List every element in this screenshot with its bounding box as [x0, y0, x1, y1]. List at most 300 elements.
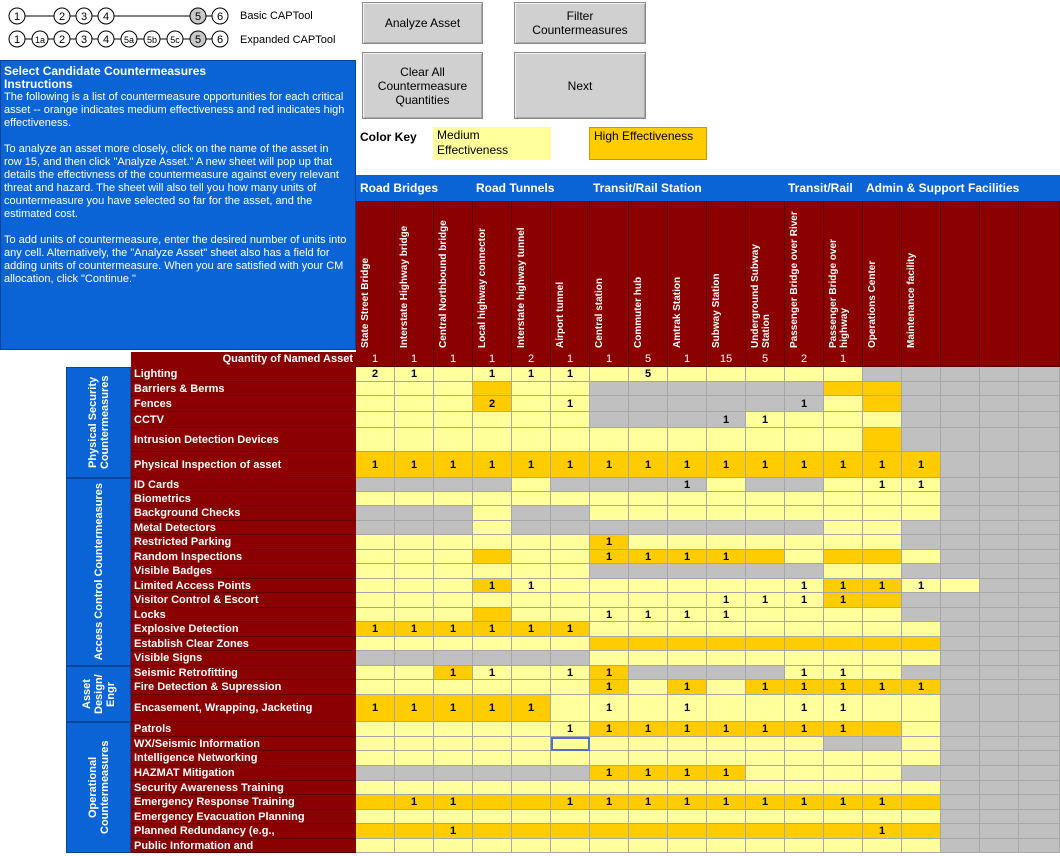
countermeasure-quantity-cell[interactable]	[629, 695, 668, 722]
asset-quantity-cell[interactable]: 1	[434, 352, 473, 367]
asset-header[interactable]	[473, 201, 512, 352]
countermeasure-quantity-cell[interactable]	[707, 637, 746, 651]
countermeasure-quantity-cell[interactable]	[707, 651, 746, 666]
countermeasure-quantity-cell[interactable]	[356, 608, 395, 622]
countermeasure-quantity-cell[interactable]	[395, 766, 434, 781]
countermeasure-quantity-cell[interactable]	[629, 521, 668, 535]
countermeasure-quantity-cell[interactable]	[863, 492, 902, 506]
countermeasure-quantity-cell[interactable]	[707, 680, 746, 695]
countermeasure-quantity-cell[interactable]	[785, 608, 824, 622]
countermeasure-quantity-cell[interactable]: 1	[590, 608, 629, 622]
countermeasure-quantity-cell[interactable]	[395, 637, 434, 651]
countermeasure-quantity-cell[interactable]	[980, 751, 1019, 766]
countermeasure-quantity-cell[interactable]	[863, 535, 902, 550]
countermeasure-quantity-cell[interactable]	[512, 593, 551, 608]
asset-header[interactable]	[980, 201, 1019, 352]
countermeasure-quantity-cell[interactable]: 1	[512, 622, 551, 637]
countermeasure-quantity-cell[interactable]: 1	[551, 666, 590, 680]
countermeasure-quantity-cell[interactable]	[668, 382, 707, 396]
countermeasure-quantity-cell[interactable]	[395, 521, 434, 535]
countermeasure-quantity-cell[interactable]	[395, 550, 434, 564]
countermeasure-quantity-cell[interactable]	[512, 521, 551, 535]
countermeasure-quantity-cell[interactable]: 1	[668, 766, 707, 781]
countermeasure-quantity-cell[interactable]	[941, 810, 980, 824]
countermeasure-quantity-cell[interactable]	[863, 593, 902, 608]
asset-header[interactable]	[785, 201, 824, 352]
countermeasure-quantity-cell[interactable]: 1	[434, 695, 473, 722]
countermeasure-quantity-cell[interactable]: 1	[590, 695, 629, 722]
countermeasure-quantity-cell[interactable]	[941, 737, 980, 751]
countermeasure-quantity-cell[interactable]	[551, 579, 590, 593]
countermeasure-quantity-cell[interactable]	[473, 382, 512, 396]
countermeasure-quantity-cell[interactable]: 1	[551, 396, 590, 412]
countermeasure-quantity-cell[interactable]	[941, 535, 980, 550]
countermeasure-quantity-cell[interactable]	[746, 396, 785, 412]
countermeasure-quantity-cell[interactable]	[512, 839, 551, 853]
countermeasure-quantity-cell[interactable]	[629, 579, 668, 593]
countermeasure-quantity-cell[interactable]	[512, 564, 551, 579]
countermeasure-quantity-cell[interactable]	[551, 521, 590, 535]
countermeasure-quantity-cell[interactable]	[629, 428, 668, 452]
countermeasure-quantity-cell[interactable]	[512, 795, 551, 810]
countermeasure-quantity-cell[interactable]	[512, 396, 551, 412]
countermeasure-quantity-cell[interactable]	[551, 492, 590, 506]
countermeasure-quantity-cell[interactable]	[590, 637, 629, 651]
countermeasure-quantity-cell[interactable]	[785, 839, 824, 853]
countermeasure-quantity-cell[interactable]	[590, 367, 629, 382]
countermeasure-quantity-cell[interactable]	[902, 428, 941, 452]
countermeasure-quantity-cell[interactable]	[512, 550, 551, 564]
countermeasure-quantity-cell[interactable]	[434, 506, 473, 521]
countermeasure-quantity-cell[interactable]	[668, 666, 707, 680]
countermeasure-quantity-cell[interactable]: 1	[473, 695, 512, 722]
countermeasure-quantity-cell[interactable]	[1019, 651, 1060, 666]
countermeasure-quantity-cell[interactable]	[785, 766, 824, 781]
countermeasure-quantity-cell[interactable]	[902, 608, 941, 622]
countermeasure-quantity-cell[interactable]	[746, 506, 785, 521]
countermeasure-quantity-cell[interactable]: 1	[707, 608, 746, 622]
countermeasure-quantity-cell[interactable]	[473, 428, 512, 452]
countermeasure-quantity-cell[interactable]	[980, 637, 1019, 651]
countermeasure-quantity-cell[interactable]	[473, 535, 512, 550]
countermeasure-quantity-cell[interactable]	[395, 396, 434, 412]
countermeasure-quantity-cell[interactable]: 1	[707, 412, 746, 428]
countermeasure-quantity-cell[interactable]	[629, 535, 668, 550]
countermeasure-quantity-cell[interactable]	[785, 622, 824, 637]
countermeasure-quantity-cell[interactable]	[668, 367, 707, 382]
countermeasure-quantity-cell[interactable]	[473, 839, 512, 853]
countermeasure-quantity-cell[interactable]: 1	[824, 666, 863, 680]
countermeasure-quantity-cell[interactable]	[629, 737, 668, 751]
countermeasure-quantity-cell[interactable]	[356, 579, 395, 593]
countermeasure-quantity-cell[interactable]	[551, 737, 590, 751]
countermeasure-quantity-cell[interactable]: 1	[746, 795, 785, 810]
countermeasure-quantity-cell[interactable]: 1	[863, 824, 902, 839]
countermeasure-quantity-cell[interactable]	[902, 722, 941, 737]
countermeasure-quantity-cell[interactable]	[356, 428, 395, 452]
countermeasure-quantity-cell[interactable]	[590, 737, 629, 751]
countermeasure-quantity-cell[interactable]: 1	[785, 695, 824, 722]
countermeasure-quantity-cell[interactable]	[356, 506, 395, 521]
countermeasure-quantity-cell[interactable]	[434, 579, 473, 593]
countermeasure-quantity-cell[interactable]	[902, 637, 941, 651]
countermeasure-quantity-cell[interactable]	[902, 535, 941, 550]
countermeasure-quantity-cell[interactable]	[356, 651, 395, 666]
countermeasure-quantity-cell[interactable]	[785, 824, 824, 839]
countermeasure-quantity-cell[interactable]: 1	[785, 452, 824, 478]
countermeasure-quantity-cell[interactable]	[707, 382, 746, 396]
countermeasure-quantity-cell[interactable]	[551, 810, 590, 824]
countermeasure-quantity-cell[interactable]: 1	[356, 622, 395, 637]
countermeasure-quantity-cell[interactable]	[863, 550, 902, 564]
countermeasure-quantity-cell[interactable]	[473, 722, 512, 737]
countermeasure-quantity-cell[interactable]	[668, 579, 707, 593]
countermeasure-quantity-cell[interactable]	[785, 521, 824, 535]
countermeasure-quantity-cell[interactable]	[551, 478, 590, 492]
countermeasure-quantity-cell[interactable]	[980, 737, 1019, 751]
countermeasure-quantity-cell[interactable]	[512, 382, 551, 396]
countermeasure-quantity-cell[interactable]: 1	[551, 367, 590, 382]
countermeasure-quantity-cell[interactable]	[395, 651, 434, 666]
countermeasure-quantity-cell[interactable]	[356, 593, 395, 608]
asset-header[interactable]	[629, 201, 668, 352]
countermeasure-quantity-cell[interactable]	[590, 839, 629, 853]
countermeasure-quantity-cell[interactable]	[590, 492, 629, 506]
countermeasure-quantity-cell[interactable]	[590, 579, 629, 593]
countermeasure-quantity-cell[interactable]	[512, 506, 551, 521]
countermeasure-quantity-cell[interactable]	[824, 751, 863, 766]
countermeasure-quantity-cell[interactable]	[512, 680, 551, 695]
countermeasure-quantity-cell[interactable]	[980, 722, 1019, 737]
countermeasure-quantity-cell[interactable]	[980, 428, 1019, 452]
countermeasure-quantity-cell[interactable]	[551, 695, 590, 722]
countermeasure-quantity-cell[interactable]	[434, 478, 473, 492]
countermeasure-quantity-cell[interactable]	[941, 452, 980, 478]
countermeasure-quantity-cell[interactable]	[1019, 593, 1060, 608]
countermeasure-quantity-cell[interactable]: 1	[434, 622, 473, 637]
countermeasure-quantity-cell[interactable]	[551, 751, 590, 766]
countermeasure-quantity-cell[interactable]	[863, 412, 902, 428]
asset-quantity-cell[interactable]	[863, 352, 902, 367]
countermeasure-quantity-cell[interactable]	[824, 766, 863, 781]
countermeasure-quantity-cell[interactable]: 1	[824, 452, 863, 478]
countermeasure-quantity-cell[interactable]: 1	[707, 550, 746, 564]
asset-header[interactable]	[746, 201, 785, 352]
countermeasure-quantity-cell[interactable]	[902, 593, 941, 608]
countermeasure-quantity-cell[interactable]	[980, 579, 1019, 593]
countermeasure-quantity-cell[interactable]	[434, 680, 473, 695]
countermeasure-quantity-cell[interactable]	[1019, 751, 1060, 766]
countermeasure-quantity-cell[interactable]	[941, 795, 980, 810]
asset-header[interactable]	[863, 201, 902, 352]
countermeasure-quantity-cell[interactable]	[824, 781, 863, 795]
countermeasure-quantity-cell[interactable]	[941, 781, 980, 795]
countermeasure-quantity-cell[interactable]	[980, 666, 1019, 680]
countermeasure-quantity-cell[interactable]: 1	[863, 795, 902, 810]
countermeasure-quantity-cell[interactable]	[473, 478, 512, 492]
countermeasure-quantity-cell[interactable]	[746, 608, 785, 622]
countermeasure-quantity-cell[interactable]	[824, 382, 863, 396]
countermeasure-quantity-cell[interactable]	[473, 651, 512, 666]
countermeasure-quantity-cell[interactable]	[512, 781, 551, 795]
countermeasure-quantity-cell[interactable]: 1	[902, 680, 941, 695]
countermeasure-quantity-cell[interactable]: 1	[590, 535, 629, 550]
countermeasure-quantity-cell[interactable]	[1019, 680, 1060, 695]
countermeasure-quantity-cell[interactable]	[668, 651, 707, 666]
asset-quantity-cell[interactable]: 1	[551, 352, 590, 367]
countermeasure-quantity-cell[interactable]	[785, 564, 824, 579]
countermeasure-quantity-cell[interactable]	[434, 637, 473, 651]
countermeasure-quantity-cell[interactable]	[551, 382, 590, 396]
countermeasure-quantity-cell[interactable]	[629, 781, 668, 795]
countermeasure-quantity-cell[interactable]	[707, 579, 746, 593]
clear-quantities-button[interactable]: Clear All Countermeasure Quantities	[362, 52, 483, 119]
countermeasure-quantity-cell[interactable]	[980, 506, 1019, 521]
countermeasure-quantity-cell[interactable]	[824, 396, 863, 412]
countermeasure-quantity-cell[interactable]	[1019, 795, 1060, 810]
countermeasure-quantity-cell[interactable]	[980, 695, 1019, 722]
countermeasure-quantity-cell[interactable]	[395, 593, 434, 608]
countermeasure-quantity-cell[interactable]	[746, 550, 785, 564]
countermeasure-quantity-cell[interactable]	[785, 737, 824, 751]
countermeasure-quantity-cell[interactable]	[512, 651, 551, 666]
countermeasure-quantity-cell[interactable]	[980, 564, 1019, 579]
countermeasure-quantity-cell[interactable]	[1019, 550, 1060, 564]
countermeasure-quantity-cell[interactable]	[746, 810, 785, 824]
countermeasure-quantity-cell[interactable]	[941, 382, 980, 396]
countermeasure-quantity-cell[interactable]: 1	[590, 766, 629, 781]
countermeasure-quantity-cell[interactable]	[863, 722, 902, 737]
countermeasure-quantity-cell[interactable]	[1019, 810, 1060, 824]
countermeasure-quantity-cell[interactable]	[434, 382, 473, 396]
countermeasure-quantity-cell[interactable]	[434, 593, 473, 608]
countermeasure-quantity-cell[interactable]	[473, 637, 512, 651]
countermeasure-quantity-cell[interactable]	[590, 751, 629, 766]
countermeasure-quantity-cell[interactable]	[551, 506, 590, 521]
countermeasure-quantity-cell[interactable]	[551, 535, 590, 550]
asset-quantity-cell[interactable]: 1	[356, 352, 395, 367]
countermeasure-quantity-cell[interactable]	[356, 766, 395, 781]
countermeasure-quantity-cell[interactable]	[902, 795, 941, 810]
countermeasure-quantity-cell[interactable]	[1019, 622, 1060, 637]
countermeasure-quantity-cell[interactable]	[785, 506, 824, 521]
countermeasure-quantity-cell[interactable]	[941, 412, 980, 428]
countermeasure-quantity-cell[interactable]	[941, 428, 980, 452]
countermeasure-quantity-cell[interactable]	[1019, 722, 1060, 737]
countermeasure-quantity-cell[interactable]: 1	[668, 478, 707, 492]
countermeasure-quantity-cell[interactable]	[473, 824, 512, 839]
countermeasure-quantity-cell[interactable]	[1019, 535, 1060, 550]
countermeasure-quantity-cell[interactable]: 2	[473, 396, 512, 412]
countermeasure-quantity-cell[interactable]	[434, 412, 473, 428]
countermeasure-quantity-cell[interactable]	[980, 622, 1019, 637]
countermeasure-quantity-cell[interactable]: 1	[356, 452, 395, 478]
countermeasure-quantity-cell[interactable]: 1	[395, 452, 434, 478]
countermeasure-quantity-cell[interactable]: 1	[512, 579, 551, 593]
countermeasure-quantity-cell[interactable]	[980, 839, 1019, 853]
countermeasure-quantity-cell[interactable]	[629, 382, 668, 396]
countermeasure-quantity-cell[interactable]	[863, 564, 902, 579]
countermeasure-quantity-cell[interactable]	[941, 839, 980, 853]
countermeasure-quantity-cell[interactable]	[707, 521, 746, 535]
countermeasure-quantity-cell[interactable]	[473, 737, 512, 751]
countermeasure-quantity-cell[interactable]: 1	[785, 579, 824, 593]
countermeasure-quantity-cell[interactable]	[590, 593, 629, 608]
countermeasure-quantity-cell[interactable]	[863, 622, 902, 637]
countermeasure-quantity-cell[interactable]: 1	[434, 666, 473, 680]
countermeasure-quantity-cell[interactable]	[434, 810, 473, 824]
asset-quantity-cell[interactable]: 1	[824, 352, 863, 367]
countermeasure-quantity-cell[interactable]	[434, 608, 473, 622]
countermeasure-quantity-cell[interactable]	[668, 535, 707, 550]
countermeasure-quantity-cell[interactable]: 1	[668, 452, 707, 478]
countermeasure-quantity-cell[interactable]	[395, 428, 434, 452]
countermeasure-quantity-cell[interactable]	[629, 564, 668, 579]
countermeasure-quantity-cell[interactable]	[902, 521, 941, 535]
countermeasure-quantity-cell[interactable]	[473, 412, 512, 428]
countermeasure-quantity-cell[interactable]	[785, 367, 824, 382]
countermeasure-quantity-cell[interactable]	[434, 521, 473, 535]
countermeasure-quantity-cell[interactable]: 1	[512, 452, 551, 478]
countermeasure-quantity-cell[interactable]	[434, 396, 473, 412]
countermeasure-quantity-cell[interactable]: 1	[707, 452, 746, 478]
countermeasure-quantity-cell[interactable]	[863, 367, 902, 382]
countermeasure-quantity-cell[interactable]	[1019, 382, 1060, 396]
countermeasure-quantity-cell[interactable]	[707, 810, 746, 824]
countermeasure-quantity-cell[interactable]	[707, 737, 746, 751]
countermeasure-quantity-cell[interactable]	[941, 550, 980, 564]
countermeasure-quantity-cell[interactable]	[512, 751, 551, 766]
countermeasure-quantity-cell[interactable]: 1	[629, 608, 668, 622]
countermeasure-quantity-cell[interactable]	[473, 680, 512, 695]
countermeasure-quantity-cell[interactable]	[356, 492, 395, 506]
countermeasure-quantity-cell[interactable]	[551, 766, 590, 781]
countermeasure-quantity-cell[interactable]	[863, 695, 902, 722]
countermeasure-quantity-cell[interactable]: 1	[434, 452, 473, 478]
asset-quantity-cell[interactable]: 2	[785, 352, 824, 367]
countermeasure-quantity-cell[interactable]	[902, 666, 941, 680]
countermeasure-quantity-cell[interactable]	[785, 382, 824, 396]
countermeasure-quantity-cell[interactable]	[356, 564, 395, 579]
countermeasure-quantity-cell[interactable]	[824, 478, 863, 492]
countermeasure-quantity-cell[interactable]	[785, 810, 824, 824]
countermeasure-quantity-cell[interactable]	[980, 651, 1019, 666]
countermeasure-quantity-cell[interactable]	[941, 622, 980, 637]
countermeasure-quantity-cell[interactable]	[473, 506, 512, 521]
countermeasure-quantity-cell[interactable]	[746, 478, 785, 492]
countermeasure-quantity-cell[interactable]: 1	[746, 722, 785, 737]
countermeasure-quantity-cell[interactable]	[941, 521, 980, 535]
countermeasure-quantity-cell[interactable]	[551, 839, 590, 853]
asset-quantity-cell[interactable]	[941, 352, 980, 367]
countermeasure-quantity-cell[interactable]	[551, 637, 590, 651]
countermeasure-quantity-cell[interactable]	[1019, 608, 1060, 622]
countermeasure-quantity-cell[interactable]	[668, 751, 707, 766]
countermeasure-quantity-cell[interactable]	[941, 651, 980, 666]
countermeasure-quantity-cell[interactable]	[395, 564, 434, 579]
countermeasure-quantity-cell[interactable]	[551, 593, 590, 608]
countermeasure-quantity-cell[interactable]	[980, 824, 1019, 839]
countermeasure-quantity-cell[interactable]	[434, 428, 473, 452]
countermeasure-quantity-cell[interactable]	[668, 428, 707, 452]
countermeasure-quantity-cell[interactable]	[473, 781, 512, 795]
countermeasure-quantity-cell[interactable]: 1	[707, 766, 746, 781]
countermeasure-quantity-cell[interactable]: 1	[785, 396, 824, 412]
countermeasure-quantity-cell[interactable]: 1	[902, 579, 941, 593]
countermeasure-quantity-cell[interactable]: 5	[629, 367, 668, 382]
countermeasure-quantity-cell[interactable]	[941, 766, 980, 781]
asset-quantity-cell[interactable]: 1	[473, 352, 512, 367]
countermeasure-quantity-cell[interactable]	[473, 564, 512, 579]
countermeasure-quantity-cell[interactable]	[629, 593, 668, 608]
countermeasure-quantity-cell[interactable]: 1	[707, 722, 746, 737]
countermeasure-quantity-cell[interactable]	[785, 478, 824, 492]
countermeasure-quantity-cell[interactable]	[1019, 521, 1060, 535]
countermeasure-quantity-cell[interactable]	[629, 751, 668, 766]
countermeasure-quantity-cell[interactable]	[980, 608, 1019, 622]
countermeasure-quantity-cell[interactable]	[707, 666, 746, 680]
countermeasure-quantity-cell[interactable]: 1	[395, 795, 434, 810]
countermeasure-quantity-cell[interactable]	[590, 382, 629, 396]
countermeasure-quantity-cell[interactable]	[824, 824, 863, 839]
countermeasure-quantity-cell[interactable]	[1019, 412, 1060, 428]
countermeasure-quantity-cell[interactable]	[512, 535, 551, 550]
countermeasure-quantity-cell[interactable]	[980, 535, 1019, 550]
countermeasure-quantity-cell[interactable]	[785, 492, 824, 506]
countermeasure-quantity-cell[interactable]	[980, 412, 1019, 428]
countermeasure-quantity-cell[interactable]	[668, 492, 707, 506]
countermeasure-quantity-cell[interactable]	[941, 367, 980, 382]
asset-header[interactable]	[551, 201, 590, 352]
countermeasure-quantity-cell[interactable]	[356, 781, 395, 795]
countermeasure-quantity-cell[interactable]: 1	[668, 795, 707, 810]
countermeasure-quantity-cell[interactable]: 1	[473, 452, 512, 478]
countermeasure-quantity-cell[interactable]	[434, 367, 473, 382]
countermeasure-quantity-cell[interactable]	[707, 396, 746, 412]
countermeasure-quantity-cell[interactable]	[941, 564, 980, 579]
countermeasure-quantity-cell[interactable]	[473, 766, 512, 781]
countermeasure-quantity-cell[interactable]	[980, 810, 1019, 824]
countermeasure-quantity-cell[interactable]	[941, 751, 980, 766]
countermeasure-quantity-cell[interactable]	[356, 722, 395, 737]
countermeasure-quantity-cell[interactable]	[746, 695, 785, 722]
countermeasure-quantity-cell[interactable]: 1	[395, 367, 434, 382]
countermeasure-quantity-cell[interactable]: 1	[473, 367, 512, 382]
countermeasure-quantity-cell[interactable]	[356, 521, 395, 535]
countermeasure-quantity-cell[interactable]	[356, 810, 395, 824]
countermeasure-quantity-cell[interactable]	[1019, 492, 1060, 506]
countermeasure-quantity-cell[interactable]	[902, 412, 941, 428]
countermeasure-quantity-cell[interactable]	[356, 666, 395, 680]
countermeasure-quantity-cell[interactable]	[863, 396, 902, 412]
countermeasure-quantity-cell[interactable]	[356, 680, 395, 695]
countermeasure-quantity-cell[interactable]	[824, 535, 863, 550]
countermeasure-quantity-cell[interactable]	[902, 506, 941, 521]
countermeasure-quantity-cell[interactable]	[746, 564, 785, 579]
countermeasure-quantity-cell[interactable]	[785, 651, 824, 666]
countermeasure-quantity-cell[interactable]: 1	[824, 579, 863, 593]
countermeasure-quantity-cell[interactable]	[785, 550, 824, 564]
countermeasure-quantity-cell[interactable]: 1	[785, 795, 824, 810]
countermeasure-quantity-cell[interactable]	[629, 666, 668, 680]
countermeasure-quantity-cell[interactable]	[824, 550, 863, 564]
countermeasure-quantity-cell[interactable]: 1	[434, 824, 473, 839]
asset-header[interactable]	[668, 201, 707, 352]
asset-header[interactable]	[824, 201, 863, 352]
countermeasure-quantity-cell[interactable]	[356, 737, 395, 751]
countermeasure-quantity-cell[interactable]: 1	[785, 593, 824, 608]
countermeasure-quantity-cell[interactable]	[512, 412, 551, 428]
